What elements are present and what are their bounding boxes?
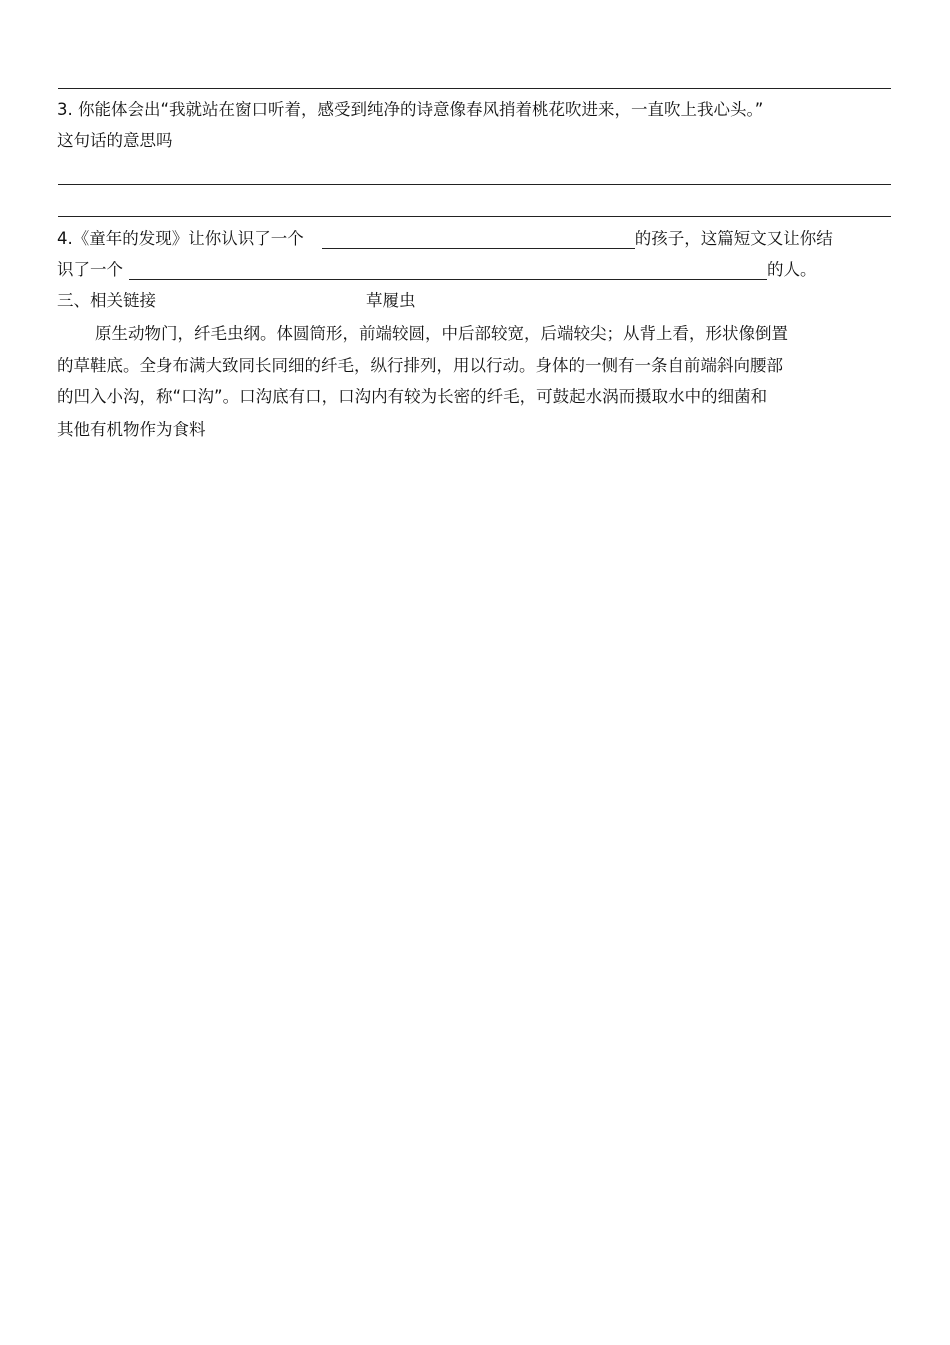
answer-line-top xyxy=(58,88,891,89)
answer-line-q3-2[interactable] xyxy=(58,216,891,217)
question-4-line-2 xyxy=(57,259,817,281)
question-4-prefix-1: 4.《童年的发现》让你认识了一个 xyxy=(57,229,304,248)
fill-blank-author-trait[interactable] xyxy=(129,261,767,280)
question-3-line-1: 3. 你能体会出“我就站在窗口听着，感受到纯净的诗意像春风捎着桃花吹进来，一直吹上我心头。” xyxy=(57,100,764,119)
answer-line-q3-1[interactable] xyxy=(58,184,891,185)
passage-line-3: 的凹入小沟，称“口沟”。口沟底有口，口沟内有较为长密的纤毛，可鼓起水涡而摄取水中的细菌和 xyxy=(57,387,768,406)
question-4-line-1 xyxy=(57,228,833,250)
passage-text-1: 原生动物门，纤毛虫纲。体圆筒形，前端较圆，中后部较宽，后端较尖；从背上看，形状像倒置 xyxy=(95,324,788,343)
section-3-heading: 三、相关链接 xyxy=(57,291,156,310)
passage-line-4: 其他有机物作为食料 xyxy=(57,420,206,439)
question-3-line-2: 这句话的意思吗 xyxy=(57,131,173,150)
section-3-header xyxy=(57,290,416,312)
passage-line-1 xyxy=(57,323,788,345)
question-4-suffix-2: 的人。 xyxy=(767,260,817,279)
passage-line-2: 的草鞋底。全身布满大致同长同细的纤毛，纵行排列，用以行动。身体的一侧有一条自前端斜向腰部 xyxy=(57,356,783,375)
question-4-suffix-1: 的孩子，这篇短文又让你结 xyxy=(634,229,833,248)
question-4-prefix-2: 识了一个 xyxy=(57,260,123,279)
fill-blank-child-trait[interactable] xyxy=(322,230,635,249)
article-title: 草履虫 xyxy=(366,291,416,310)
